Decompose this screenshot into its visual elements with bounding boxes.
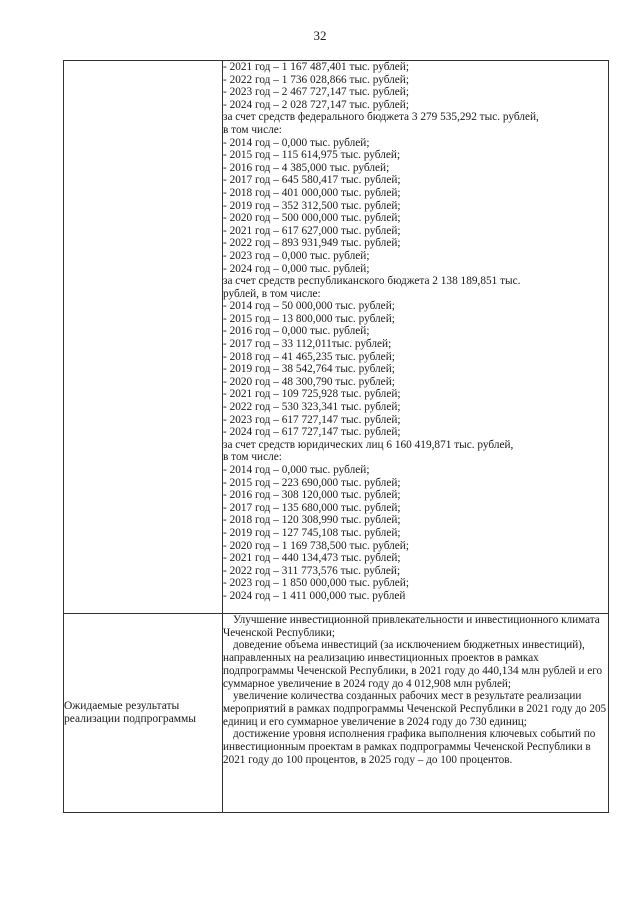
results-details-cell [223, 614, 609, 813]
funding-line: - 2015 год – 223 690,000 тыс. рублей; [223, 476, 401, 489]
funding-line: - 2023 год – 1 850 000,000 тыс. рублей; [223, 577, 409, 590]
funding-line: - 2022 год – 893 931,949 тыс. рублей; [223, 237, 401, 250]
funding-line: - 2021 год – 1 167 487,401 тыс. рублей; [223, 61, 409, 73]
funding-line: за счет средств республиканского бюджета 2 138 189,851 тыс. [223, 275, 521, 288]
funding-line: - 2015 год – 115 614,975 тыс. рублей; [223, 149, 401, 162]
funding-line: - 2021 год – 440 134,473 тыс. рублей; [223, 552, 401, 565]
funding-line: - 2020 год – 1 169 738,500 тыс. рублей; [223, 539, 409, 552]
results-row [64, 614, 609, 813]
funding-line: - 2022 год – 311 773,576 тыс. рублей; [223, 564, 401, 577]
funding-line: рублей, в том числе: [223, 287, 321, 300]
funding-label-cell [64, 61, 223, 614]
results-label: Ожидаемые результаты реализации подпрограммы [64, 700, 197, 725]
funding-line: - 2018 год – 41 465,235 тыс. рублей; [223, 350, 395, 363]
funding-line: - 2018 год – 120 308,990 тыс. рублей; [223, 514, 401, 527]
funding-line: - 2020 год – 48 300,790 тыс. рублей; [223, 375, 395, 388]
funding-line: - 2022 год – 1 736 028,866 тыс. рублей; [223, 73, 409, 86]
funding-line: - 2019 год – 38 542,764 тыс. рублей; [223, 363, 395, 376]
funding-line: - 2024 год – 2 028 727,147 тыс. рублей; [223, 98, 409, 111]
funding-line: - 2023 год – 617 727,147 тыс. рублей; [223, 413, 401, 426]
funding-line: - 2016 год – 0,000 тыс. рублей; [223, 325, 370, 338]
funding-line: - 2021 год – 617 627,000 тыс. рублей; [223, 224, 401, 237]
funding-details-cell [223, 61, 609, 614]
funding-line: - 2019 год – 127 745,108 тыс. рублей; [223, 526, 401, 539]
result-paragraph: увеличение количества созданных рабочих мест в результате реализации мероприятий в рамках подпрограммы Чеченской Республики в 2021 году до 205 единиц и его суммарное увеличение в 2024 году до 730 единиц; [223, 690, 607, 728]
result-paragraph: доведение объема инвестиций (за исключением бюджетных инвестиций), направленных на реализацию инвестиционных проектов в рамках подпрограммы Чеченской Республики, в 2021 году до 440,134 млн рублей и его суммарное увеличение в 2024 году до 4 012,908 млн рублей; [223, 639, 603, 690]
subprogram-passport-table [63, 60, 609, 813]
funding-line: за счет средств юридических лиц 6 160 419,871 тыс. рублей, [223, 438, 514, 451]
funding-line: - 2014 год – 50 000,000 тыс. рублей; [223, 300, 395, 313]
funding-line: - 2024 год – 0,000 тыс. рублей; [223, 262, 370, 275]
funding-line: - 2016 год – 308 120,000 тыс. рублей; [223, 489, 401, 502]
funding-lines [223, 61, 608, 603]
funding-line: - 2020 год – 500 000,000 тыс. рублей; [223, 212, 401, 225]
funding-line: - 2018 год – 401 000,000 тыс. рублей; [223, 186, 401, 199]
results-label-cell [64, 614, 223, 813]
funding-line: в том числе: [223, 123, 282, 136]
funding-line: - 2023 год – 0,000 тыс. рублей; [223, 249, 370, 262]
funding-line: - 2017 год – 33 112,011тыс. рублей; [223, 338, 392, 351]
page-number: 32 [313, 28, 327, 43]
funding-line: - 2014 год – 0,000 тыс. рублей; [223, 464, 370, 476]
funding-line: - 2015 год – 13 800,000 тыс. рублей; [223, 312, 395, 325]
funding-line: - 2019 год – 352 312,500 тыс. рублей; [223, 199, 401, 212]
funding-line: - 2023 год – 2 467 727,147 тыс. рублей; [223, 86, 409, 99]
funding-line: - 2024 год – 617 727,147 тыс. рублей; [223, 426, 401, 439]
result-paragraph: Улучшение инвестиционной привлекательности и инвестиционного климата Чеченской Республики; [223, 614, 600, 639]
funding-line: - 2017 год – 135 680,000 тыс. рублей; [223, 501, 401, 514]
result-paragraph: достижение уровня исполнения графика выполнения ключевых событий по инвестиционным проектам в рамках подпрограммы Чеченской Республики в 2021 году до 100 процентов, в 2025 году – до 100 процентов. [223, 728, 596, 766]
funding-row [64, 61, 609, 614]
results-paragraphs [223, 614, 608, 766]
funding-line: - 2021 год – 109 725,928 тыс. рублей; [223, 388, 401, 401]
funding-line: - 2016 год – 4 385,000 тыс. рублей; [223, 161, 390, 174]
funding-line: в том числе: [223, 451, 282, 464]
funding-line: за счет средств федерального бюджета 3 279 535,292 тыс. рублей, [223, 111, 539, 124]
funding-line: - 2014 год – 0,000 тыс. рублей; [223, 136, 370, 149]
funding-line: - 2022 год – 530 323,341 тыс. рублей; [223, 401, 401, 414]
funding-line: - 2017 год – 645 580,417 тыс. рублей; [223, 174, 401, 187]
funding-line: - 2024 год – 1 411 000,000 тыс. рублей [223, 589, 406, 602]
